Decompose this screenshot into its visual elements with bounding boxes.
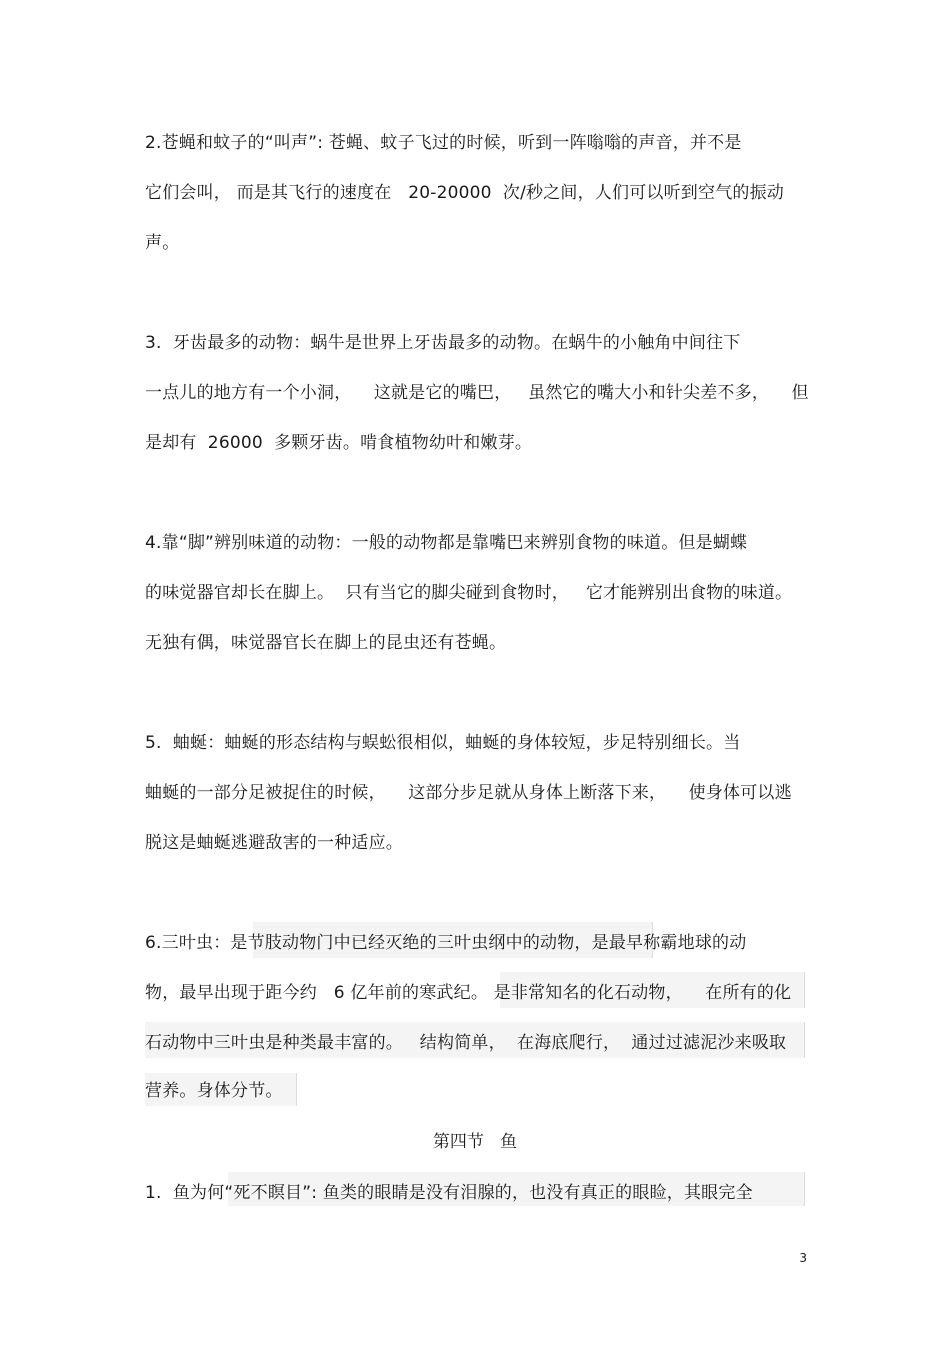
paragraph-6-line-3: 石动物中三叶虫是种类最丰富的。 结构简单， 在海底爬行， 通过过滤泥沙来吸取 bbox=[145, 1033, 787, 1053]
paragraph-6-line-1: 6.三叶虫：是节肢动物门中已经灭绝的三叶虫纲中的动物，是最早称霸地球的动 bbox=[145, 933, 747, 953]
paragraph-5-line-2: 蚰蜒的一部分足被捉住的时候， 这部分步足就从身体上断落下来， 使身体可以逃 bbox=[145, 783, 792, 803]
paragraph-4-line-2: 的味觉器官却长在脚上。 只有当它的脚尖碰到食物时， 它才能辨别出食物的味道。 bbox=[145, 583, 793, 603]
paragraph-6-line-2: 物，最早出现于距今约 6 亿年前的寒武纪。 是非常知名的化石动物， 在所有的化 bbox=[145, 983, 792, 1003]
paragraph-4-line-3: 无独有偶，味觉器官长在脚上的昆虫还有苍蝇。 bbox=[145, 633, 507, 653]
paragraph-3-line-2: 一点儿的地方有一个小洞， 这就是它的嘴巴， 虽然它的嘴大小和针尖差不多， 但 bbox=[145, 383, 809, 403]
shade-edge-5 bbox=[804, 1172, 805, 1206]
shade-edge-4 bbox=[296, 1073, 297, 1106]
paragraph-2-line-3: 声。 bbox=[145, 233, 180, 253]
paragraph-6-line-4: 营养。身体分节。 bbox=[145, 1081, 283, 1101]
section-heading: 第四节 鱼 bbox=[432, 1132, 518, 1152]
paragraph-3-line-1: 3. 牙齿最多的动物：蜗牛是世界上牙齿最多的动物。在蜗牛的小触角中间往下 bbox=[145, 333, 741, 353]
paragraph-5-line-1: 5. 蚰蜒：蚰蜒的形态结构与蜈蚣很相似，蚰蜒的身体较短，步足特别细长。当 bbox=[145, 733, 741, 753]
paragraph-3-line-3: 是却有 26000 多颗牙齿。啃食植物幼叶和嫩芽。 bbox=[145, 433, 533, 453]
paragraph-2-line-1: 2.苍蝇和蚊子的“叫声”: 苍蝇、蚊子飞过的时候，听到一阵嗡嗡的声音，并不是 bbox=[145, 133, 742, 153]
paragraph-5-line-3: 脱这是蚰蜒逃避敌害的一种适应。 bbox=[145, 833, 403, 853]
page-number: 3 bbox=[799, 1251, 807, 1265]
fish-paragraph-line-1: 1. 鱼为何“死不瞑目”: 鱼类的眼睛是没有泪腺的，也没有真正的眼睑，其眼完全 bbox=[145, 1183, 753, 1203]
shade-edge-3 bbox=[804, 1022, 805, 1058]
paragraph-4-line-1: 4.靠“脚”辨别味道的动物：一般的动物都是靠嘴巴来辨别食物的味道。但是蝴蝶 bbox=[145, 533, 748, 553]
paragraph-2-line-2: 它们会叫， 而是其飞行的速度在 20-20000 次/秒之间，人们可以听到空气的振动 bbox=[145, 183, 784, 203]
shade-edge-2 bbox=[804, 972, 805, 1008]
